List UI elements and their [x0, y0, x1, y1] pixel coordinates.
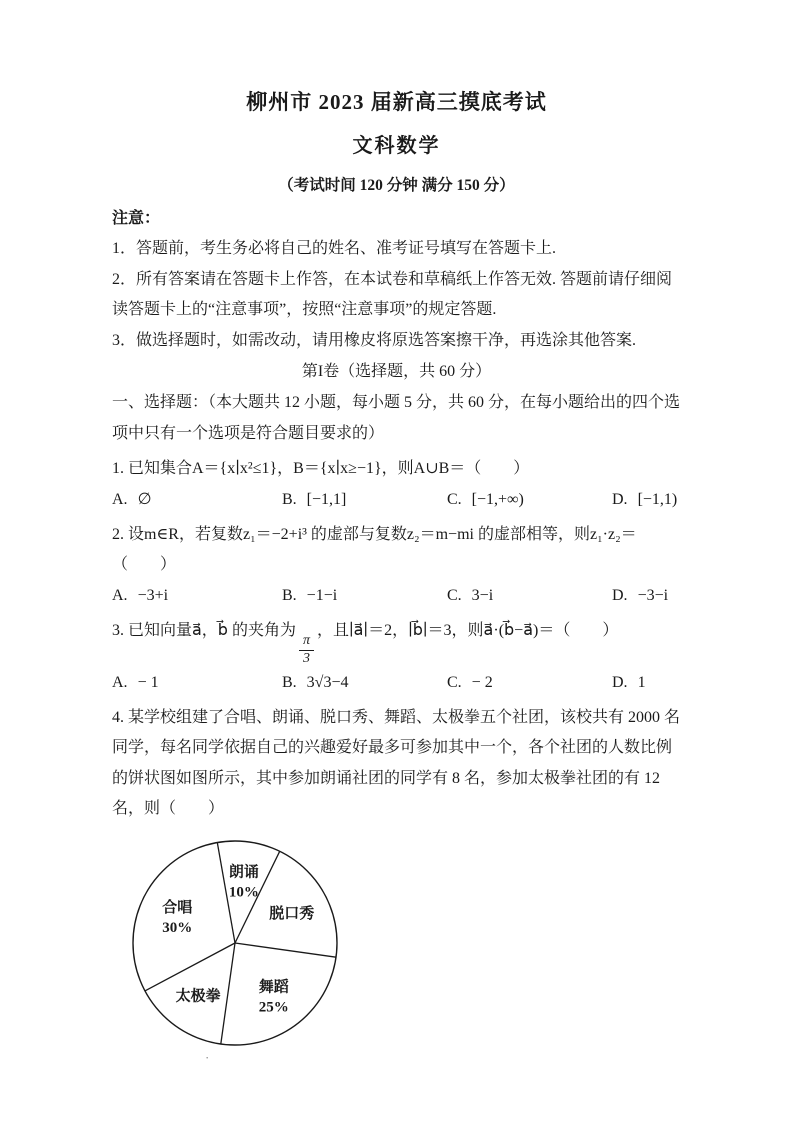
q3-options [112, 668, 681, 698]
option-text: [−1,1] [306, 490, 347, 508]
q3-option-c [447, 668, 612, 698]
option-text: − 1 [137, 673, 159, 691]
pie-slice-label: 脱口秀 [269, 905, 315, 922]
option-label: B. [282, 490, 297, 508]
section-intro: 一、选择题：（本大题共 12 小题，每小题 5 分，共 60 分，在每小题给出的四个选项中只有一个选项是符合题目要求的） [112, 394, 681, 442]
q2-options [112, 581, 681, 611]
pie-chart [112, 831, 442, 1057]
exam-info: （考试时间 120 分钟 满分 150 分） [278, 177, 515, 194]
pie-chart-figure [112, 831, 681, 1062]
option-label: C. [447, 673, 462, 691]
option-label: A. [112, 490, 128, 508]
q1-option-a [112, 485, 282, 515]
q2-option-b [282, 581, 447, 611]
option-text: [−1,1) [637, 490, 678, 508]
question-4 [112, 703, 681, 1062]
option-label: D. [612, 490, 628, 508]
option-text: 3−i [471, 586, 494, 604]
option-text: −1−i [306, 586, 338, 604]
stray-dot: · [205, 1050, 210, 1065]
option-text: 1 [637, 673, 646, 691]
q3-stem-post: ，且∣a⃗∣＝2，∣b⃗∣＝3，则a⃗·(b⃗−a⃗)＝（ ） [316, 622, 619, 640]
q4-stem: 4. 某学校组建了合唱、朗诵、脱口秀、舞蹈、太极拳五个社团，该校共有 2000 名同学，每名同学依据自己的兴趣爱好最多可参加其中一个，各个社团的人数比例的饼状图如图所示，其中参加朗诵社团的同学有 8 名，参加太极拳社团的有 12 名，则（ ） [112, 709, 681, 818]
q2-stem: 2. 设m∈R，若复数z₁＝−2+i³ 的虚部与复数z₂＝m−mi 的虚部相等，则z₁·z₂＝ [112, 525, 637, 543]
question-1 [112, 454, 681, 515]
option-label: C. [447, 586, 462, 604]
notice-item-3: 3．做选择题时，如需改动，请用橡皮将原选答案擦干净，再选涂其他答案. [112, 331, 637, 349]
notice-item-1: 1．答题前，考生务必将自己的姓名、准考证号填写在答题卡上. [112, 240, 557, 258]
q3-option-b [282, 668, 447, 698]
option-text: ∅ [137, 490, 152, 508]
option-text: −3−i [637, 586, 669, 604]
question-2 [112, 520, 681, 611]
fraction-denominator: 3 [299, 650, 314, 668]
option-label: D. [612, 586, 628, 604]
q2-stem-line2: （ ） [112, 556, 177, 574]
option-text: − 2 [471, 673, 493, 691]
pie-slice-label: 舞蹈 25% [258, 978, 289, 1015]
q1-option-c [447, 485, 612, 515]
volume-title: 第I卷（选择题，共 60 分） [301, 362, 492, 380]
q3-option-a [112, 668, 282, 698]
option-text: [−1,+∞) [471, 490, 524, 508]
q1-option-b [282, 485, 447, 515]
q3-stem-pre: 3. 已知向量a⃗，b⃗ 的夹角为 [112, 622, 296, 640]
q2-option-c [447, 581, 612, 611]
q1-options [112, 485, 681, 515]
option-text: 3√3−4 [306, 673, 349, 691]
q2-option-a [112, 581, 282, 611]
option-label: A. [112, 586, 128, 604]
notice-item-2: 2．所有答案请在答题卡上作答，在本试卷和草稿纸上作答无效. 答题前请仔细阅读答题卡上的“注意事项”，按照“注意事项”的规定答题. [112, 270, 673, 319]
pie-slice-label: 朗诵 10% [228, 864, 259, 901]
subject-title: 文科数学 [352, 135, 441, 157]
q1-option-d [612, 485, 681, 515]
option-label: B. [282, 586, 297, 604]
pie-slice-label: 太极拳 [175, 988, 221, 1005]
q1-stem: 1. 已知集合A＝{x∣x²≤1}，B＝{x∣x≥−1}，则A∪B＝（ ） [112, 460, 530, 478]
option-label: B. [282, 673, 297, 691]
notice-section [112, 204, 681, 356]
fraction-numerator: π [302, 633, 310, 649]
q3-option-d [612, 668, 681, 698]
notice-label: 注意： [112, 210, 161, 227]
question-3 [112, 616, 681, 698]
option-label: A. [112, 673, 128, 691]
q3-stem [112, 616, 681, 668]
option-text: −3+i [137, 586, 169, 604]
page-title: 柳州市 2023 届新高三摸底考试 [246, 90, 547, 114]
pie-slice-label: 合唱 30% [162, 899, 193, 936]
option-label: D. [612, 673, 628, 691]
q2-option-d [612, 581, 681, 611]
option-label: C. [447, 490, 462, 508]
fraction [299, 633, 314, 668]
